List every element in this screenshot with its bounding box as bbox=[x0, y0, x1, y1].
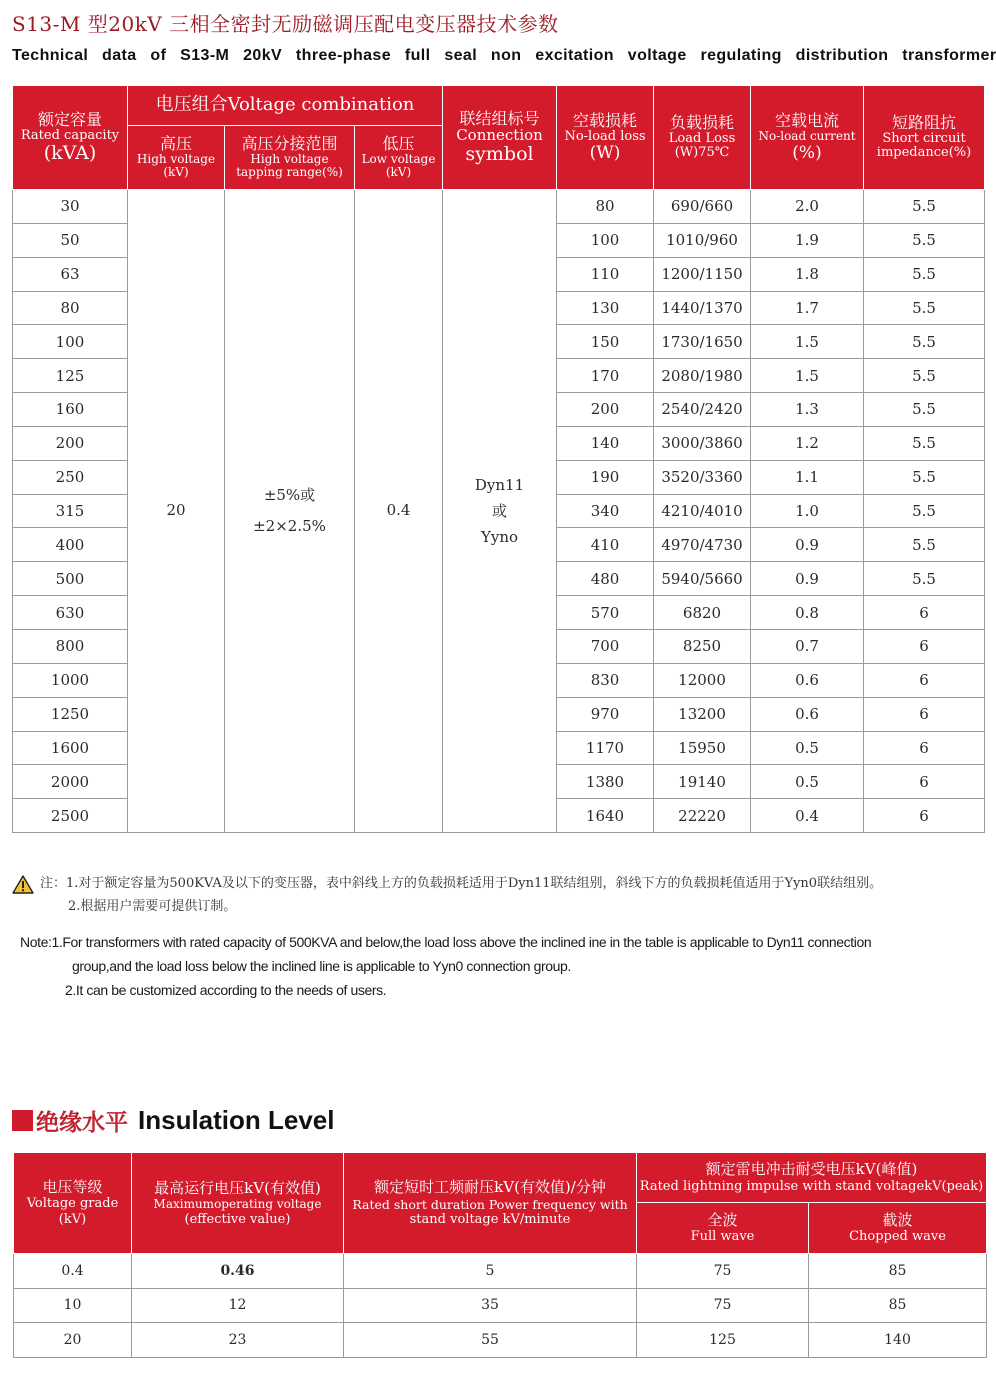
note-cn-line1: 注：1.对于额定容量为500KVA及以下的变压器，表中斜线上方的负载损耗适用于Dyn11联结组别，斜线下方的负载损耗值适用于Yyn0联结组别。 bbox=[40, 876, 883, 891]
cell-capacity: 630 bbox=[13, 596, 128, 630]
cell-no-load-current: 0.5 bbox=[751, 765, 864, 799]
header-voltage-grade: 电压等级 Voltage grade (kV) bbox=[14, 1153, 132, 1254]
tapping-line-1: ±5%或 bbox=[263, 485, 316, 504]
cell-load-loss: 8250 bbox=[654, 629, 751, 663]
cell-capacity: 400 bbox=[13, 528, 128, 562]
cell-load-loss: 4970/4730 bbox=[654, 528, 751, 562]
cell-load-loss: 1200/1150 bbox=[654, 257, 751, 291]
cell-capacity: 50 bbox=[13, 223, 128, 257]
cell-no-load-current: 1.7 bbox=[751, 291, 864, 325]
cell-connection-symbol bbox=[443, 190, 557, 833]
cell-capacity: 500 bbox=[13, 562, 128, 596]
page-title-cn: S13-M 型20kV 三相全密封无励磁调压配电变压器技术参数 bbox=[12, 12, 559, 36]
connection-line-2: 或 bbox=[492, 501, 508, 520]
cell-impedance: 6 bbox=[864, 596, 985, 630]
cell-grade: 0.4 bbox=[14, 1254, 132, 1289]
cell-load-loss: 22220 bbox=[654, 799, 751, 833]
cell-load-loss: 690/660 bbox=[654, 190, 751, 224]
note-en-line3: 2.It can be customized according to the needs of users. bbox=[65, 982, 387, 998]
cell-max: 23 bbox=[132, 1323, 344, 1358]
cell-no-load-current: 0.9 bbox=[751, 528, 864, 562]
cell-impedance: 5.5 bbox=[864, 562, 985, 596]
cell-no-load-loss: 110 bbox=[557, 257, 654, 291]
cell-load-loss: 1010/960 bbox=[654, 223, 751, 257]
header-voltage-combination: 电压组合Voltage combination bbox=[128, 86, 443, 126]
cell-capacity: 125 bbox=[13, 359, 128, 393]
cell-capacity: 200 bbox=[13, 426, 128, 460]
cell-load-loss: 1730/1650 bbox=[654, 325, 751, 359]
cell-no-load-loss: 410 bbox=[557, 528, 654, 562]
cell-short: 5 bbox=[344, 1254, 637, 1289]
cell-no-load-current: 0.6 bbox=[751, 663, 864, 697]
note-en-line2: group,and the load loss below the inclined line is applicable to Yyn0 connection group. bbox=[72, 958, 571, 974]
cell-low-voltage: 0.4 bbox=[355, 190, 443, 833]
cell-capacity: 800 bbox=[13, 629, 128, 663]
cell-capacity: 2000 bbox=[13, 765, 128, 799]
cell-no-load-loss: 170 bbox=[557, 359, 654, 393]
cell-no-load-current: 0.5 bbox=[751, 731, 864, 765]
cell-impedance: 6 bbox=[864, 629, 985, 663]
cell-capacity: 315 bbox=[13, 494, 128, 528]
cell-impedance: 5.5 bbox=[864, 359, 985, 393]
cell-no-load-loss: 340 bbox=[557, 494, 654, 528]
cell-no-load-loss: 1170 bbox=[557, 731, 654, 765]
connection-line-3: Yyno bbox=[480, 528, 519, 547]
header-rated-capacity: 额定容量 Rated capacity (kVA) bbox=[13, 86, 128, 190]
cell-impedance: 6 bbox=[864, 799, 985, 833]
cell-capacity: 1250 bbox=[13, 697, 128, 731]
cell-no-load-loss: 100 bbox=[557, 223, 654, 257]
header-no-load-loss: 空载损耗 No-load loss (W) bbox=[557, 86, 654, 190]
cell-impedance: 6 bbox=[864, 765, 985, 799]
cell-no-load-current: 1.5 bbox=[751, 359, 864, 393]
cell-full: 75 bbox=[637, 1254, 809, 1289]
cell-no-load-current: 1.2 bbox=[751, 426, 864, 460]
tapping-line-2: ±2×2.5% bbox=[253, 517, 326, 536]
cell-impedance: 5.5 bbox=[864, 494, 985, 528]
cell-load-loss: 13200 bbox=[654, 697, 751, 731]
insulation-section-title: 绝缘水平 Insulation Level bbox=[12, 1104, 335, 1137]
header-impedance: 短路阻抗 Short circuit impedance(%) bbox=[864, 86, 985, 190]
cell-no-load-current: 0.6 bbox=[751, 697, 864, 731]
cell-impedance: 6 bbox=[864, 697, 985, 731]
cell-impedance: 5.5 bbox=[864, 325, 985, 359]
header-full-wave: 全波 Full wave bbox=[637, 1203, 809, 1254]
header-tapping-range: 高压分接范围 High voltage tapping range(%) bbox=[225, 126, 355, 190]
cell-impedance: 6 bbox=[864, 663, 985, 697]
cell-no-load-current: 0.9 bbox=[751, 562, 864, 596]
cell-no-load-loss: 570 bbox=[557, 596, 654, 630]
cell-chopped: 140 bbox=[809, 1323, 987, 1358]
cell-capacity: 1000 bbox=[13, 663, 128, 697]
cell-no-load-current: 1.1 bbox=[751, 460, 864, 494]
page-title-en: Technical data of S13-M 20kV three-phase full seal non excitation voltage regulating distribution transformer bbox=[12, 47, 996, 64]
cell-impedance: 5.5 bbox=[864, 528, 985, 562]
cell-no-load-loss: 1640 bbox=[557, 799, 654, 833]
cell-max: 0.46 bbox=[132, 1254, 344, 1289]
cell-high-voltage: 20 bbox=[128, 190, 225, 833]
cell-no-load-current: 1.9 bbox=[751, 223, 864, 257]
insulation-level-table bbox=[13, 1152, 987, 1358]
cell-load-loss: 2540/2420 bbox=[654, 393, 751, 427]
header-connection-symbol: 联结组标号 Connection symbol bbox=[443, 86, 557, 190]
warning-triangle-icon bbox=[12, 875, 34, 894]
header-high-voltage: 高压 High voltage (kV) bbox=[128, 126, 225, 190]
cell-full: 125 bbox=[637, 1323, 809, 1358]
cell-capacity: 160 bbox=[13, 393, 128, 427]
cell-load-loss: 2080/1980 bbox=[654, 359, 751, 393]
cell-load-loss: 6820 bbox=[654, 596, 751, 630]
cell-no-load-current: 1.8 bbox=[751, 257, 864, 291]
header-no-load-current: 空载电流 No-load current (%) bbox=[751, 86, 864, 190]
cell-impedance: 5.5 bbox=[864, 223, 985, 257]
header-chopped-wave: 截波 Chopped wave bbox=[809, 1203, 987, 1254]
cell-no-load-loss: 190 bbox=[557, 460, 654, 494]
cell-load-loss: 19140 bbox=[654, 765, 751, 799]
cell-full: 75 bbox=[637, 1288, 809, 1323]
cell-capacity: 1600 bbox=[13, 731, 128, 765]
table-row bbox=[14, 1323, 987, 1358]
square-bullet-icon bbox=[12, 1110, 33, 1131]
cell-no-load-current: 0.4 bbox=[751, 799, 864, 833]
cell-chopped: 85 bbox=[809, 1254, 987, 1289]
cell-impedance: 5.5 bbox=[864, 190, 985, 224]
cell-no-load-current: 0.8 bbox=[751, 596, 864, 630]
cell-tapping-range bbox=[225, 190, 355, 833]
cell-no-load-current: 1.0 bbox=[751, 494, 864, 528]
cell-capacity: 63 bbox=[13, 257, 128, 291]
technical-data-table bbox=[12, 85, 985, 833]
cell-no-load-loss: 80 bbox=[557, 190, 654, 224]
cell-capacity: 80 bbox=[13, 291, 128, 325]
cell-capacity: 250 bbox=[13, 460, 128, 494]
cell-grade: 20 bbox=[14, 1323, 132, 1358]
cell-no-load-current: 1.5 bbox=[751, 325, 864, 359]
cell-no-load-loss: 830 bbox=[557, 663, 654, 697]
cell-short: 55 bbox=[344, 1323, 637, 1358]
cell-no-load-loss: 970 bbox=[557, 697, 654, 731]
cell-capacity: 100 bbox=[13, 325, 128, 359]
cell-no-load-loss: 130 bbox=[557, 291, 654, 325]
cell-impedance: 5.5 bbox=[864, 426, 985, 460]
cell-no-load-loss: 700 bbox=[557, 629, 654, 663]
cell-no-load-current: 0.7 bbox=[751, 629, 864, 663]
cell-short: 35 bbox=[344, 1288, 637, 1323]
header-load-loss: 负载损耗 Load Loss (W)75℃ bbox=[654, 86, 751, 190]
cell-load-loss: 4210/4010 bbox=[654, 494, 751, 528]
note-en-line1: Note:1.For transformers with rated capacity of 500KVA and below,the load loss above the inclined ine in the table is applicable to Dyn11 connection bbox=[20, 934, 872, 950]
header-short-duration: 额定短时工频耐压kV(有效值)/分钟 Rated short duration Power frequency with stand voltage kV/minute bbox=[344, 1153, 637, 1254]
cell-impedance: 5.5 bbox=[864, 393, 985, 427]
cell-load-loss: 3000/3860 bbox=[654, 426, 751, 460]
cell-no-load-loss: 150 bbox=[557, 325, 654, 359]
table-row bbox=[13, 190, 985, 224]
header-max-operating-voltage: 最高运行电压kV(有效值) Maximumoperating voltage (effective value) bbox=[132, 1153, 344, 1254]
cell-capacity: 2500 bbox=[13, 799, 128, 833]
header-low-voltage: 低压 Low voltage (kV) bbox=[355, 126, 443, 190]
cell-impedance: 5.5 bbox=[864, 257, 985, 291]
cell-impedance: 5.5 bbox=[864, 291, 985, 325]
connection-line-1: Dyn11 bbox=[474, 475, 525, 494]
cell-load-loss: 5940/5660 bbox=[654, 562, 751, 596]
cell-no-load-loss: 1380 bbox=[557, 765, 654, 799]
cell-impedance: 6 bbox=[864, 731, 985, 765]
cell-load-loss: 15950 bbox=[654, 731, 751, 765]
cell-no-load-current: 2.0 bbox=[751, 190, 864, 224]
note-cn-line2: 2.根据用户需要可提供订制。 bbox=[68, 899, 237, 914]
header-lightning-impulse: 额定雷电冲击耐受电压kV(峰值) Rated lightning impulse with stand voltagekV(peak) bbox=[637, 1153, 987, 1203]
cell-no-load-loss: 480 bbox=[557, 562, 654, 596]
table-row bbox=[14, 1288, 987, 1323]
cell-impedance: 5.5 bbox=[864, 460, 985, 494]
cell-load-loss: 12000 bbox=[654, 663, 751, 697]
cell-grade: 10 bbox=[14, 1288, 132, 1323]
cell-no-load-loss: 140 bbox=[557, 426, 654, 460]
notes-section bbox=[12, 872, 984, 1002]
cell-max: 12 bbox=[132, 1288, 344, 1323]
cell-no-load-loss: 200 bbox=[557, 393, 654, 427]
cell-load-loss: 1440/1370 bbox=[654, 291, 751, 325]
cell-load-loss: 3520/3360 bbox=[654, 460, 751, 494]
cell-capacity: 30 bbox=[13, 190, 128, 224]
cell-no-load-current: 1.3 bbox=[751, 393, 864, 427]
table-row bbox=[14, 1254, 987, 1289]
cell-chopped: 85 bbox=[809, 1288, 987, 1323]
